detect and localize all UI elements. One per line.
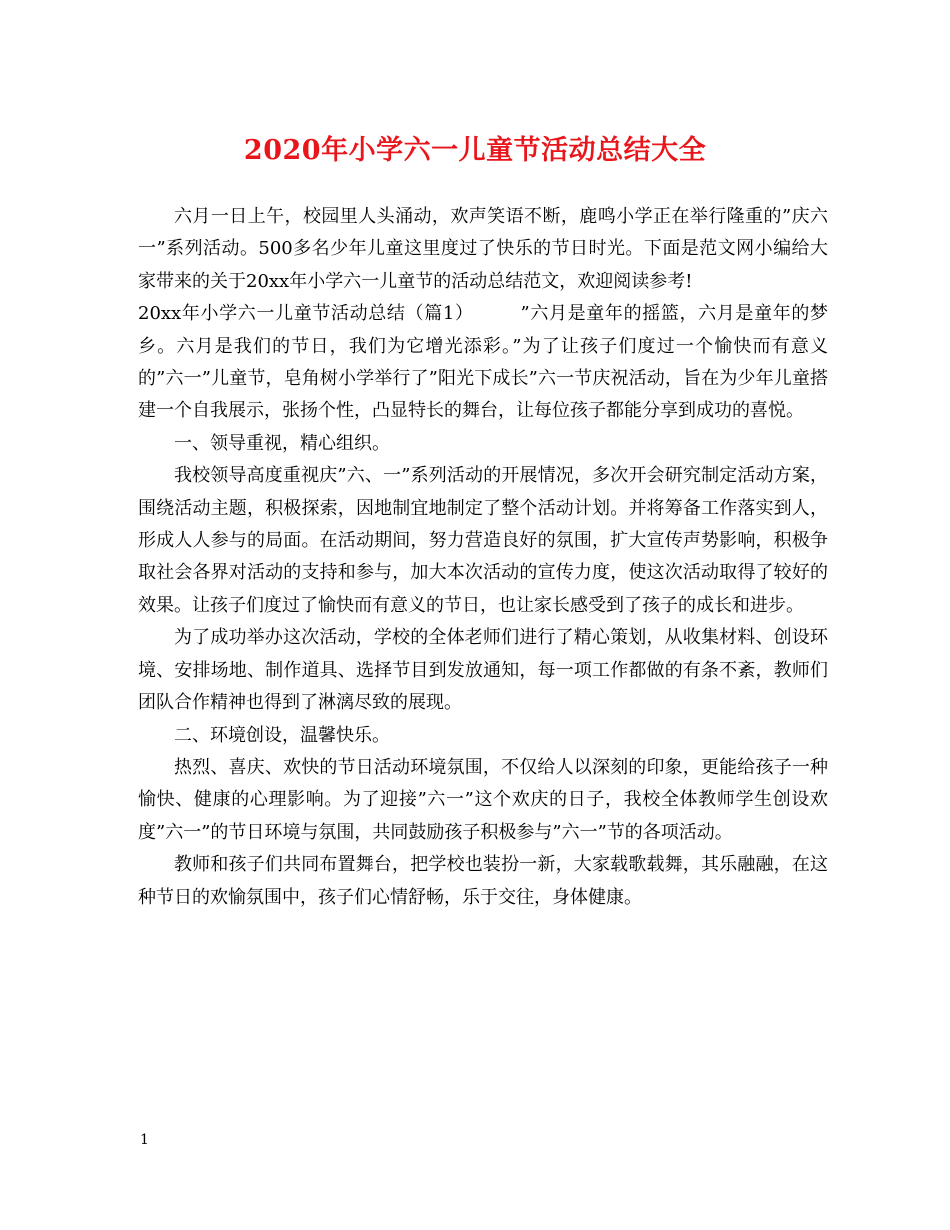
section-heading-2: 二、环境创设，温馨快乐。 (174, 724, 390, 746)
paragraph-part1: 20xx年小学六一儿童节活动总结（篇1） ”六月是童年的摇篮，六月是童年的梦乡。六月是我们的节日，我们为它增光添彩。”为了让孩子们度过一个愉快而有意义的”六一”儿童节，皂角树小学举行了”阳光下成长”六一节庆祝活动，旨在为少年儿童搭建一个自我展示，张扬个性，凸显特长的舞台，让每位孩子都能分享到成功的喜悦。 (138, 303, 828, 422)
document-title: 2020年小学六一儿童节活动总结大全 (243, 135, 707, 166)
paragraph-leadership: 我校领导高度重视庆”六、一”系列活动的开展情况，多次开会研究制定活动方案，围绕活动主题，积极探索，因地制宜地制定了整个活动计划。并将筹备工作落实到人，形成人人参与的局面。在活动期间，努力营造良好的氛围，扩大宣传声势影响，积极争取社会各界对活动的支持和参与，加大本次活动的宣传力度，使这次活动取得了较好的效果。让孩子们度过了愉快而有意义的节日，也让家长感受到了孩子的成长和进步。 (138, 465, 828, 616)
paragraph-teachers: 为了成功举办这次活动，学校的全体老师们进行了精心策划，从收集材料、创设环境、安排场地、制作道具、选择节目到发放通知，每一项工作都做的有条不紊，教师们团队合作精神也得到了淋漓尽致的展现。 (138, 627, 828, 714)
section-heading-1: 一、领导重视，精心组织。 (174, 432, 390, 454)
paragraph-stage: 教师和孩子们共同布置舞台，把学校也装扮一新，大家载歌载舞，其乐融融，在这种节日的欢愉氛围中，孩子们心情舒畅，乐于交往，身体健康。 (138, 854, 828, 908)
paragraph-intro: 六月一日上午，校园里人头涌动，欢声笑语不断，鹿鸣小学正在举行隆重的”庆六一”系列活动。500多名少年儿童这里度过了快乐的节日时光。下面是范文网小编给大家带来的关于20xx年小学六一儿童节的活动总结范文，欢迎阅读参考! (138, 206, 828, 292)
paragraph-environment: 热烈、喜庆、欢快的节日活动环境氛围，不仅给人以深刻的印象，更能给孩子一种愉快、健康的心理影响。为了迎接”六一”这个欢庆的日子，我校全体教师学生创设欢度”六一”的节日环境与氛围，共同鼓励孩子积极参与”六一”节的各项活动。 (138, 756, 828, 843)
document-body (138, 201, 828, 914)
page-number: 1 (140, 1132, 149, 1148)
